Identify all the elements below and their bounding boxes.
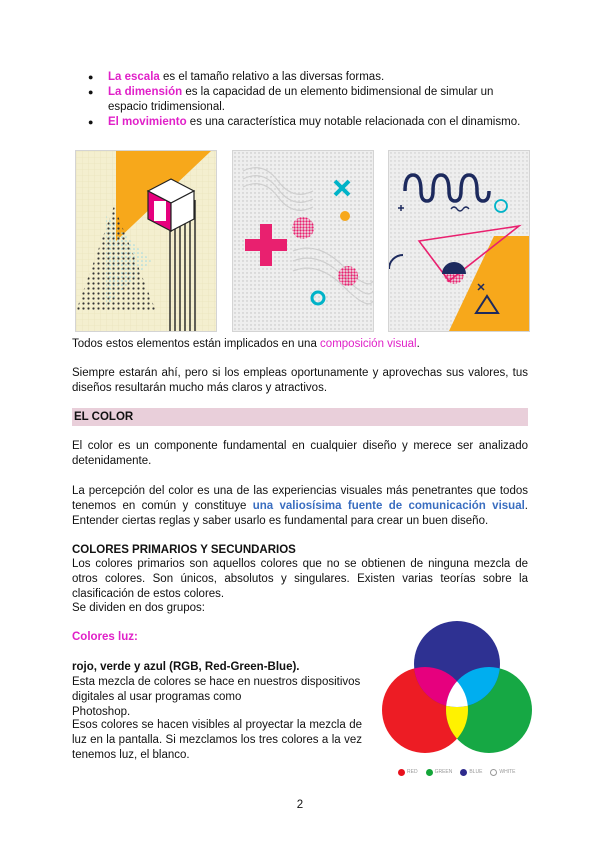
legend-label: GREEN <box>434 768 453 775</box>
bullet-text: es el tamaño relativo a las diversas formas. <box>159 71 385 83</box>
colores-luz-text-2: Esos colores se hacen visibles al proyectar la mezcla de luz en la pantalla. Si mezclamos los tres colores a la vez tenemos luz, el blanco. <box>72 719 362 761</box>
bullet-list <box>88 70 528 130</box>
page-number: 2 <box>296 799 304 811</box>
paragraph-siempre: Siempre estarán ahí, pero si los empleas oportunamente y aprovechas sus valores, tus diseños resultarán mucho más claros y atractivos. <box>72 367 528 394</box>
subsection-body: Los colores primarios son aquellos colores que no se obtienen de ninguna mezcla de otros colores. Son únicos, absolutos y singulares. Existen varias teorías sobre la clasificación de estos colores. <box>72 558 528 600</box>
subsection-title: COLORES PRIMARIOS Y SECUNDARIOS <box>72 544 296 556</box>
legend-label: WHITE <box>499 768 516 775</box>
caption-end: . <box>416 338 420 350</box>
colores-luz-subheading: rojo, verde y azul (RGB, Red-Green-Blue). <box>72 661 300 673</box>
section-title: EL COLOR <box>74 411 134 423</box>
legend-white <box>490 765 515 780</box>
legend-blue <box>460 765 482 780</box>
section-heading-el-color <box>72 408 528 426</box>
colores-luz-heading <box>72 630 138 645</box>
paragraph-color-intro: El color es un componente fundamental en cualquier diseño y merece ser analizado detenidamente. <box>72 440 528 467</box>
colores-luz-text-1: Esta mezcla de colores se hace en nuestros dispositivos digitales al usar programas como <box>72 676 361 703</box>
rgb-venn-diagram <box>382 618 532 764</box>
bullet-dimension <box>88 85 528 115</box>
term-escala: La escala <box>108 71 160 83</box>
bullet-movimiento <box>88 115 528 130</box>
bullet-text: es una característica muy notable relacionada con el dinamismo. <box>186 116 521 128</box>
groups-line: Se dividen en dos grupos: <box>72 602 205 614</box>
rgb-legend <box>398 767 528 777</box>
term-movimiento: El movimiento <box>108 116 187 128</box>
bullet-text: es la capacidad de un elemento bidimensional de simular un espacio tridimensional. <box>108 86 494 113</box>
colores-luz-label: Colores luz: <box>72 631 138 643</box>
caption-text: Todos estos elementos están implicados en una <box>72 338 321 350</box>
fuente-comunicacion-link[interactable]: una valiosísima fuente de comunicación visual <box>252 500 525 512</box>
paragraph-text: La percepción del color es una de las experiencias visuales más penetrantes que todos tenemos en común y constituye <box>72 485 528 512</box>
illustration-cube <box>75 150 217 332</box>
legend-red <box>398 765 418 780</box>
term-dimension: La dimensión <box>108 86 183 98</box>
paragraph-percepcion <box>72 484 528 529</box>
illustration-plus <box>232 150 374 332</box>
bullet-escala <box>88 70 528 85</box>
legend-label: BLUE <box>469 768 483 775</box>
legend-green <box>426 765 453 780</box>
caption <box>72 337 528 352</box>
illustration-wave <box>388 150 530 332</box>
legend-label: RED <box>407 768 418 775</box>
paragraph-text-end: . Entender ciertas reglas y saber usarlo es fundamental para crear un buen diseño. <box>72 500 528 527</box>
composicion-visual-link[interactable]: composición visual <box>320 338 417 350</box>
colores-luz-text-1b: Photoshop. <box>72 706 131 718</box>
